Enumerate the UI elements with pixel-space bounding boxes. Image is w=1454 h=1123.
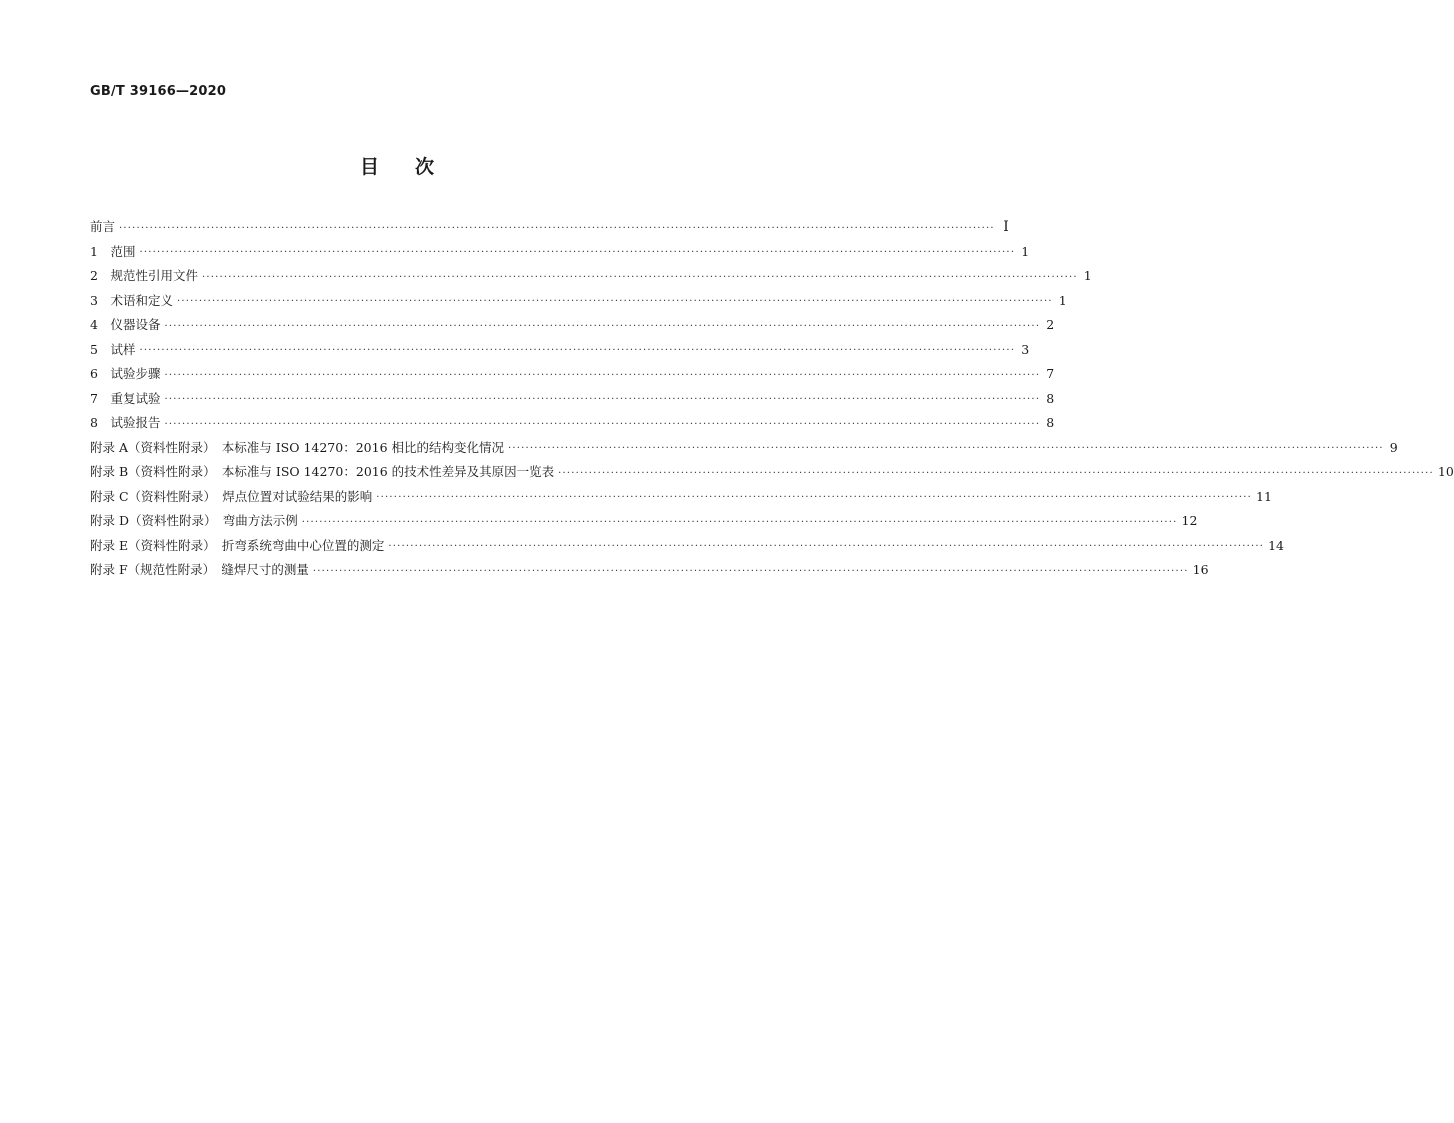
toc-entry-label: 附录 D（资料性附录） 弯曲方法示例	[90, 513, 298, 528]
dot-leader: ········································································································································································································	[139, 345, 1016, 356]
dot-leader: ········································································································································································································	[164, 320, 1041, 332]
standard-code: GB/T 39166—2020	[90, 84, 227, 99]
toc-entry-page: 3	[1021, 341, 1030, 357]
toc-entry-label: 6 试验步骤	[90, 366, 161, 381]
dot-leader: ········································································································································································································	[164, 369, 1041, 381]
toc-entry-page: 10	[1437, 464, 1454, 479]
toc-entry-test-pieces[interactable]	[90, 338, 1030, 363]
dot-leader: ········································································································································································································	[119, 222, 995, 234]
toc-entry-apparatus[interactable]	[90, 313, 1055, 338]
dot-leader: ········································································································································································································	[508, 443, 1384, 454]
page-title: 目次	[359, 156, 470, 178]
dot-leader: ········································································································································································································	[176, 296, 1053, 307]
toc-entry-normative-references[interactable]	[90, 264, 1092, 289]
toc-entry-label: 8 试验报告	[90, 415, 161, 430]
toc-entry-page: 16	[1192, 562, 1209, 577]
toc-entry-foreword[interactable]	[90, 215, 1009, 240]
toc-entry-page: 14	[1268, 537, 1285, 553]
toc-entry-label: 附录 C（资料性附录） 焊点位置对试验结果的影响	[90, 488, 373, 504]
dot-leader: ········································································································································································································	[312, 565, 1189, 577]
dot-leader: ········································································································································································································	[301, 516, 1178, 528]
toc-entry-label: 附录 F（规范性附录） 缝焊尺寸的测量	[90, 562, 309, 577]
toc-entry-page: 1	[1021, 243, 1030, 259]
dot-leader: ········································································································································································································	[558, 467, 1434, 479]
toc-entry-label: 3 术语和定义	[90, 292, 173, 308]
toc-entry-annex-b[interactable]	[90, 460, 1454, 485]
dot-leader: ········································································································································································································	[201, 271, 1078, 283]
toc-entry-label: 附录 B（资料性附录） 本标准与 ISO 14270：2016 的技术性差异及其原因一览表	[90, 464, 555, 479]
toc-entry-annex-c[interactable]	[90, 485, 1272, 510]
toc-entry-page: 11	[1256, 488, 1272, 504]
dot-leader: ········································································································································································································	[164, 394, 1041, 405]
toc-entry-label: 5 试样	[90, 341, 136, 357]
toc-entry-annex-a[interactable]	[90, 436, 1398, 461]
toc-entry-page: 8	[1046, 390, 1055, 406]
toc-entry-scope[interactable]	[90, 240, 1030, 265]
toc-entry-test-report[interactable]	[90, 411, 1055, 436]
dot-leader: ········································································································································································································	[376, 492, 1253, 503]
toc-entry-label: 前言	[90, 219, 116, 234]
toc-entry-test-procedure[interactable]	[90, 362, 1055, 387]
toc-entry-label: 4 仪器设备	[90, 317, 161, 332]
toc-entry-page: 7	[1046, 366, 1055, 381]
toc-entry-page: Ⅰ	[1003, 219, 1009, 235]
toc-entry-label: 2 规范性引用文件	[90, 268, 198, 283]
toc-entry-page: 1	[1083, 268, 1092, 283]
toc-entry-page: 1	[1058, 292, 1067, 308]
toc-entry-annex-d[interactable]	[90, 509, 1198, 534]
toc-entry-terms-definitions[interactable]	[90, 289, 1067, 314]
toc-entry-page: 2	[1046, 317, 1055, 332]
table-of-contents	[90, 215, 1454, 583]
dot-leader: ········································································································································································································	[139, 247, 1016, 258]
dot-leader: ········································································································································································································	[388, 541, 1265, 552]
toc-entry-repeat-test[interactable]	[90, 387, 1055, 412]
toc-entry-label: 附录 A（资料性附录） 本标准与 ISO 14270：2016 相比的结构变化情况	[90, 439, 504, 455]
toc-entry-page: 9	[1389, 439, 1398, 455]
toc-entry-page: 12	[1181, 513, 1198, 528]
toc-entry-annex-f[interactable]	[90, 558, 1209, 583]
toc-entry-annex-e[interactable]	[90, 534, 1285, 559]
toc-entry-page: 8	[1046, 415, 1055, 430]
toc-entry-label: 附录 E（资料性附录） 折弯系统弯曲中心位置的测定	[90, 537, 385, 553]
toc-entry-label: 7 重复试验	[90, 390, 161, 406]
toc-entry-label: 1 范围	[90, 243, 136, 259]
dot-leader: ········································································································································································································	[164, 418, 1041, 430]
